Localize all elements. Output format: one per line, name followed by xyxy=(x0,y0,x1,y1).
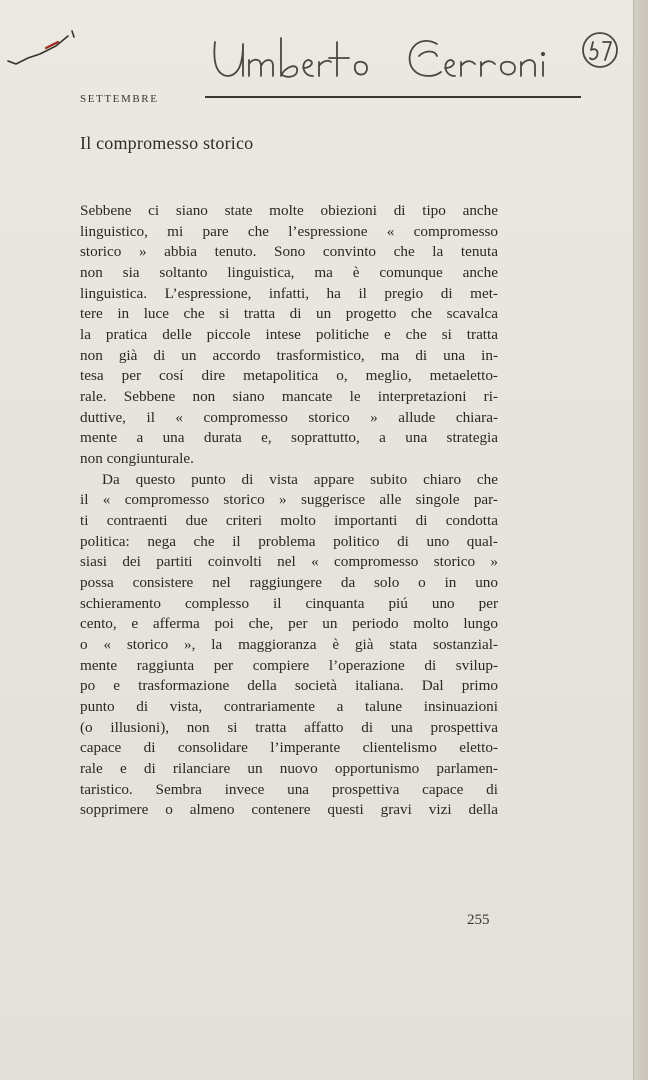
text-line: mente a una durata e, soprattutto, a una strategia xyxy=(80,429,498,447)
section-label: SETTEMBRE xyxy=(80,93,159,105)
header-rule xyxy=(205,96,581,98)
text-line: non congiunturale. xyxy=(80,450,194,468)
text-line: sopprimere o almeno contenere questi gravi vizi della xyxy=(80,801,498,819)
text-line: po e trasformazione della società italiana. Dal primo xyxy=(80,677,498,695)
text-line: tere in luce che si tratta di un progetto che scavalca xyxy=(80,305,498,323)
text-line: Sebbene ci siano state molte obiezioni di tipo anche xyxy=(80,202,498,219)
pencil-check-mark-icon xyxy=(6,28,78,68)
article-title: Il compromesso storico xyxy=(80,133,254,153)
text-line: schieramento complesso il cinquanta piú uno per xyxy=(80,594,498,612)
text-line: linguistico, mi pare che l’espressione « compromesso xyxy=(80,222,498,240)
text-line: cento, e afferma poi che, per un periodo molto lungo xyxy=(80,615,498,633)
article-body xyxy=(80,201,498,821)
text-line: Da questo punto di vista appare subito chiaro che xyxy=(102,470,498,488)
text-line: ti contraenti due criteri molto importanti di condotta xyxy=(80,512,498,530)
text-line: siasi dei partiti coinvolti nel « compromesso storico » xyxy=(80,553,498,571)
text-line: (o illusioni), non si tratta affatto di una prospettiva xyxy=(80,718,498,736)
text-line: duttive, il « compromesso storico » allude chiara- xyxy=(80,408,498,426)
text-line: taristico. Sembra invece una prospettiva capace di xyxy=(80,780,498,798)
text-line: linguistica. L’espressione, infatti, ha il pregio di met- xyxy=(80,284,498,302)
text-line: non già di un accordo trasformistico, ma di una in- xyxy=(80,346,498,364)
text-line: la pratica delle piccole intese politiche e che si tratta xyxy=(80,326,498,344)
text-line: tesa per cosí dire metapolitica o, meglio, metaeletto- xyxy=(80,367,498,385)
text-line: mente raggiunta per compiere l’operazione di svilup- xyxy=(80,656,498,674)
text-line: storico » abbia tenuto. Sono convinto che la tenuta xyxy=(80,243,498,261)
text-line: rale e di rilanciare un nuovo opportunismo parlamen- xyxy=(80,760,498,778)
page-number: 255 xyxy=(467,912,490,928)
text-line: rale. Sebbene non siano mancate le interpretazioni ri- xyxy=(80,388,498,406)
text-line: il « compromesso storico » suggerisce alle singole par- xyxy=(80,491,498,509)
handwritten-signature xyxy=(205,20,625,96)
text-line: punto di vista, contrariamente a talune insinuazioni xyxy=(80,698,498,716)
text-line: possa consistere nel raggiungere da solo o in uno xyxy=(80,574,498,592)
text-line: capace di consolidare l’imperante clientelismo eletto- xyxy=(80,739,498,757)
text-line: politica: nega che il problema politico di uno qual- xyxy=(80,532,498,550)
text-line: o « storico », la maggioranza è già stata sostanzial- xyxy=(80,636,498,654)
text-line: non sia soltanto linguistica, ma è comunque anche xyxy=(80,264,498,282)
page-edge xyxy=(633,0,648,1080)
